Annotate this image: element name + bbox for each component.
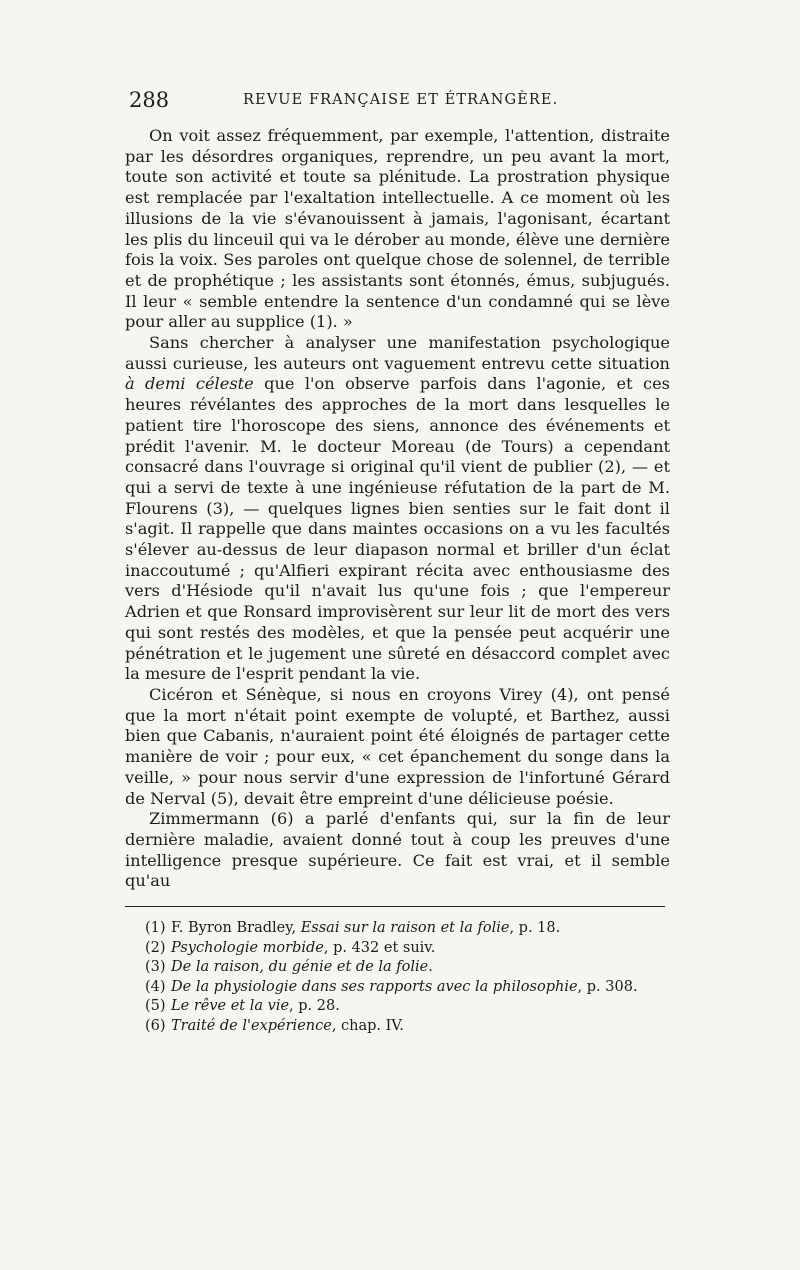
footnote-number: (4) <box>145 978 166 995</box>
footnote-number: (3) <box>145 959 166 976</box>
footnote-divider <box>125 906 665 907</box>
footnote-text: , p. 18. <box>509 920 561 937</box>
footnote-4 <box>145 978 670 998</box>
footnotes <box>125 919 670 1036</box>
footnote-text: , chap. IV. <box>331 1017 404 1034</box>
footnote-2 <box>145 939 670 959</box>
page-header <box>125 88 670 118</box>
footnote-3 <box>145 958 670 978</box>
paragraph-3-text: Cicéron et Sénèque, si nous en croyons Virey (4), ont pensé que la mort n'était point exempte de volupté, et Barthez, aussi bien que Cabanis, n'auraient point été éloignés de partager cette manière de voir ; pour eux, « cet épanchement du songe dans la veille, » pour nous servir d'une expression de l'infortuné Gérard de Nerval (5), devait être empreint d'une délicieuse poésie. <box>125 684 670 808</box>
body-text <box>125 126 670 892</box>
footnote-text: , p. 432 et suiv. <box>323 939 436 956</box>
paragraph-4 <box>125 809 670 892</box>
footnote-1 <box>145 919 670 939</box>
book-page <box>125 88 670 1036</box>
footnote-title: Le rêve et la vie <box>171 998 290 1015</box>
running-title: REVUE FRANÇAISE ET ÉTRANGÈRE. <box>243 92 559 108</box>
paragraph-1 <box>125 126 670 333</box>
footnote-6 <box>145 1017 670 1037</box>
footnote-title: Psychologie morbide <box>171 939 324 956</box>
footnote-text: . <box>428 959 433 976</box>
page-number: 288 <box>129 88 170 112</box>
footnote-title: De la raison, du génie et de la folie <box>171 959 429 976</box>
paragraph-2-emphasis: à demi céleste <box>125 374 254 394</box>
footnote-text: F. Byron Bradley, <box>171 920 301 937</box>
footnote-number: (6) <box>145 1017 166 1034</box>
paragraph-4-text: Zimmermann (6) a parlé d'enfants qui, sur la fin de leur dernière maladie, avaient donné tout à coup les preuves d'une intelligence presque supérieure. Ce fait est vrai, et il semble qu'au <box>125 809 670 891</box>
footnote-5 <box>145 997 670 1017</box>
footnote-number: (5) <box>145 998 166 1015</box>
paragraph-3 <box>125 685 670 809</box>
footnote-number: (1) <box>145 920 166 937</box>
footnote-number: (2) <box>145 939 166 956</box>
footnote-text: , p. 308. <box>577 978 638 995</box>
footnote-text: , p. 28. <box>289 998 340 1015</box>
footnote-title: De la physiologie dans ses rapports avec la philosophie <box>171 978 578 995</box>
paragraph-1-text: On voit assez fréquemment, par exemple, l'attention, distraite par les désordres organiques, reprendre, un peu avant la mort, toute son activité et toute sa plénitude. La prostration physique est remplacée par l'exaltation intellectuelle. A ce moment où les illusions de la vie s'évanouissent à jamais, l'agonisant, écartant les plis du linceuil qui va le dérober au monde, élève une dernière fois la voix. Ses paroles ont quelque chose de solennel, de terrible et de prophétique ; les assistants sont étonnés, émus, subjugués. Il leur « semble entendre la sentence d'un condamné qui se lève pour aller au supplice (1). » <box>125 126 670 332</box>
footnote-title: Essai sur la raison et la folie <box>300 920 510 937</box>
footnote-title: Traité de l'expérience <box>171 1017 332 1034</box>
paragraph-2 <box>125 333 670 685</box>
paragraph-2-text-a: Sans chercher à analyser une manifestation psychologique aussi curieuse, les auteurs ont vaguement entrevu cette situation <box>125 333 670 373</box>
paragraph-2-text-b: que l'on observe parfois dans l'agonie, et ces heures révélantes des approches de la mort dans lesquelles le patient tire l'horoscope des siens, annonce des événements et prédit l'avenir. M. le docteur Moreau (de Tours) a cependant consacré dans l'ouvrage si original qu'il vient de publier (2), — et qui a servi de texte à une ingénieuse réfutation de la part de M. Flourens (3), — quelques lignes bien senties sur le fait dont il s'agit. Il rappelle que dans maintes occasions on a vu les facultés s'élever au-dessus de leur diapason normal et briller d'un éclat inaccoutumé ; qu'Alfieri expirant récita avec enthousiasme des vers d'Hésiode qu'il n'avait lus qu'une fois ; que l'empereur Adrien et que Ronsard improvisèrent sur leur lit de mort des vers qui sont restés des modèles, et que la pensée peut acquérir une pénétration et le jugement une sûreté en désaccord complet avec la mesure de l'esprit pendant la vie. <box>125 374 670 684</box>
